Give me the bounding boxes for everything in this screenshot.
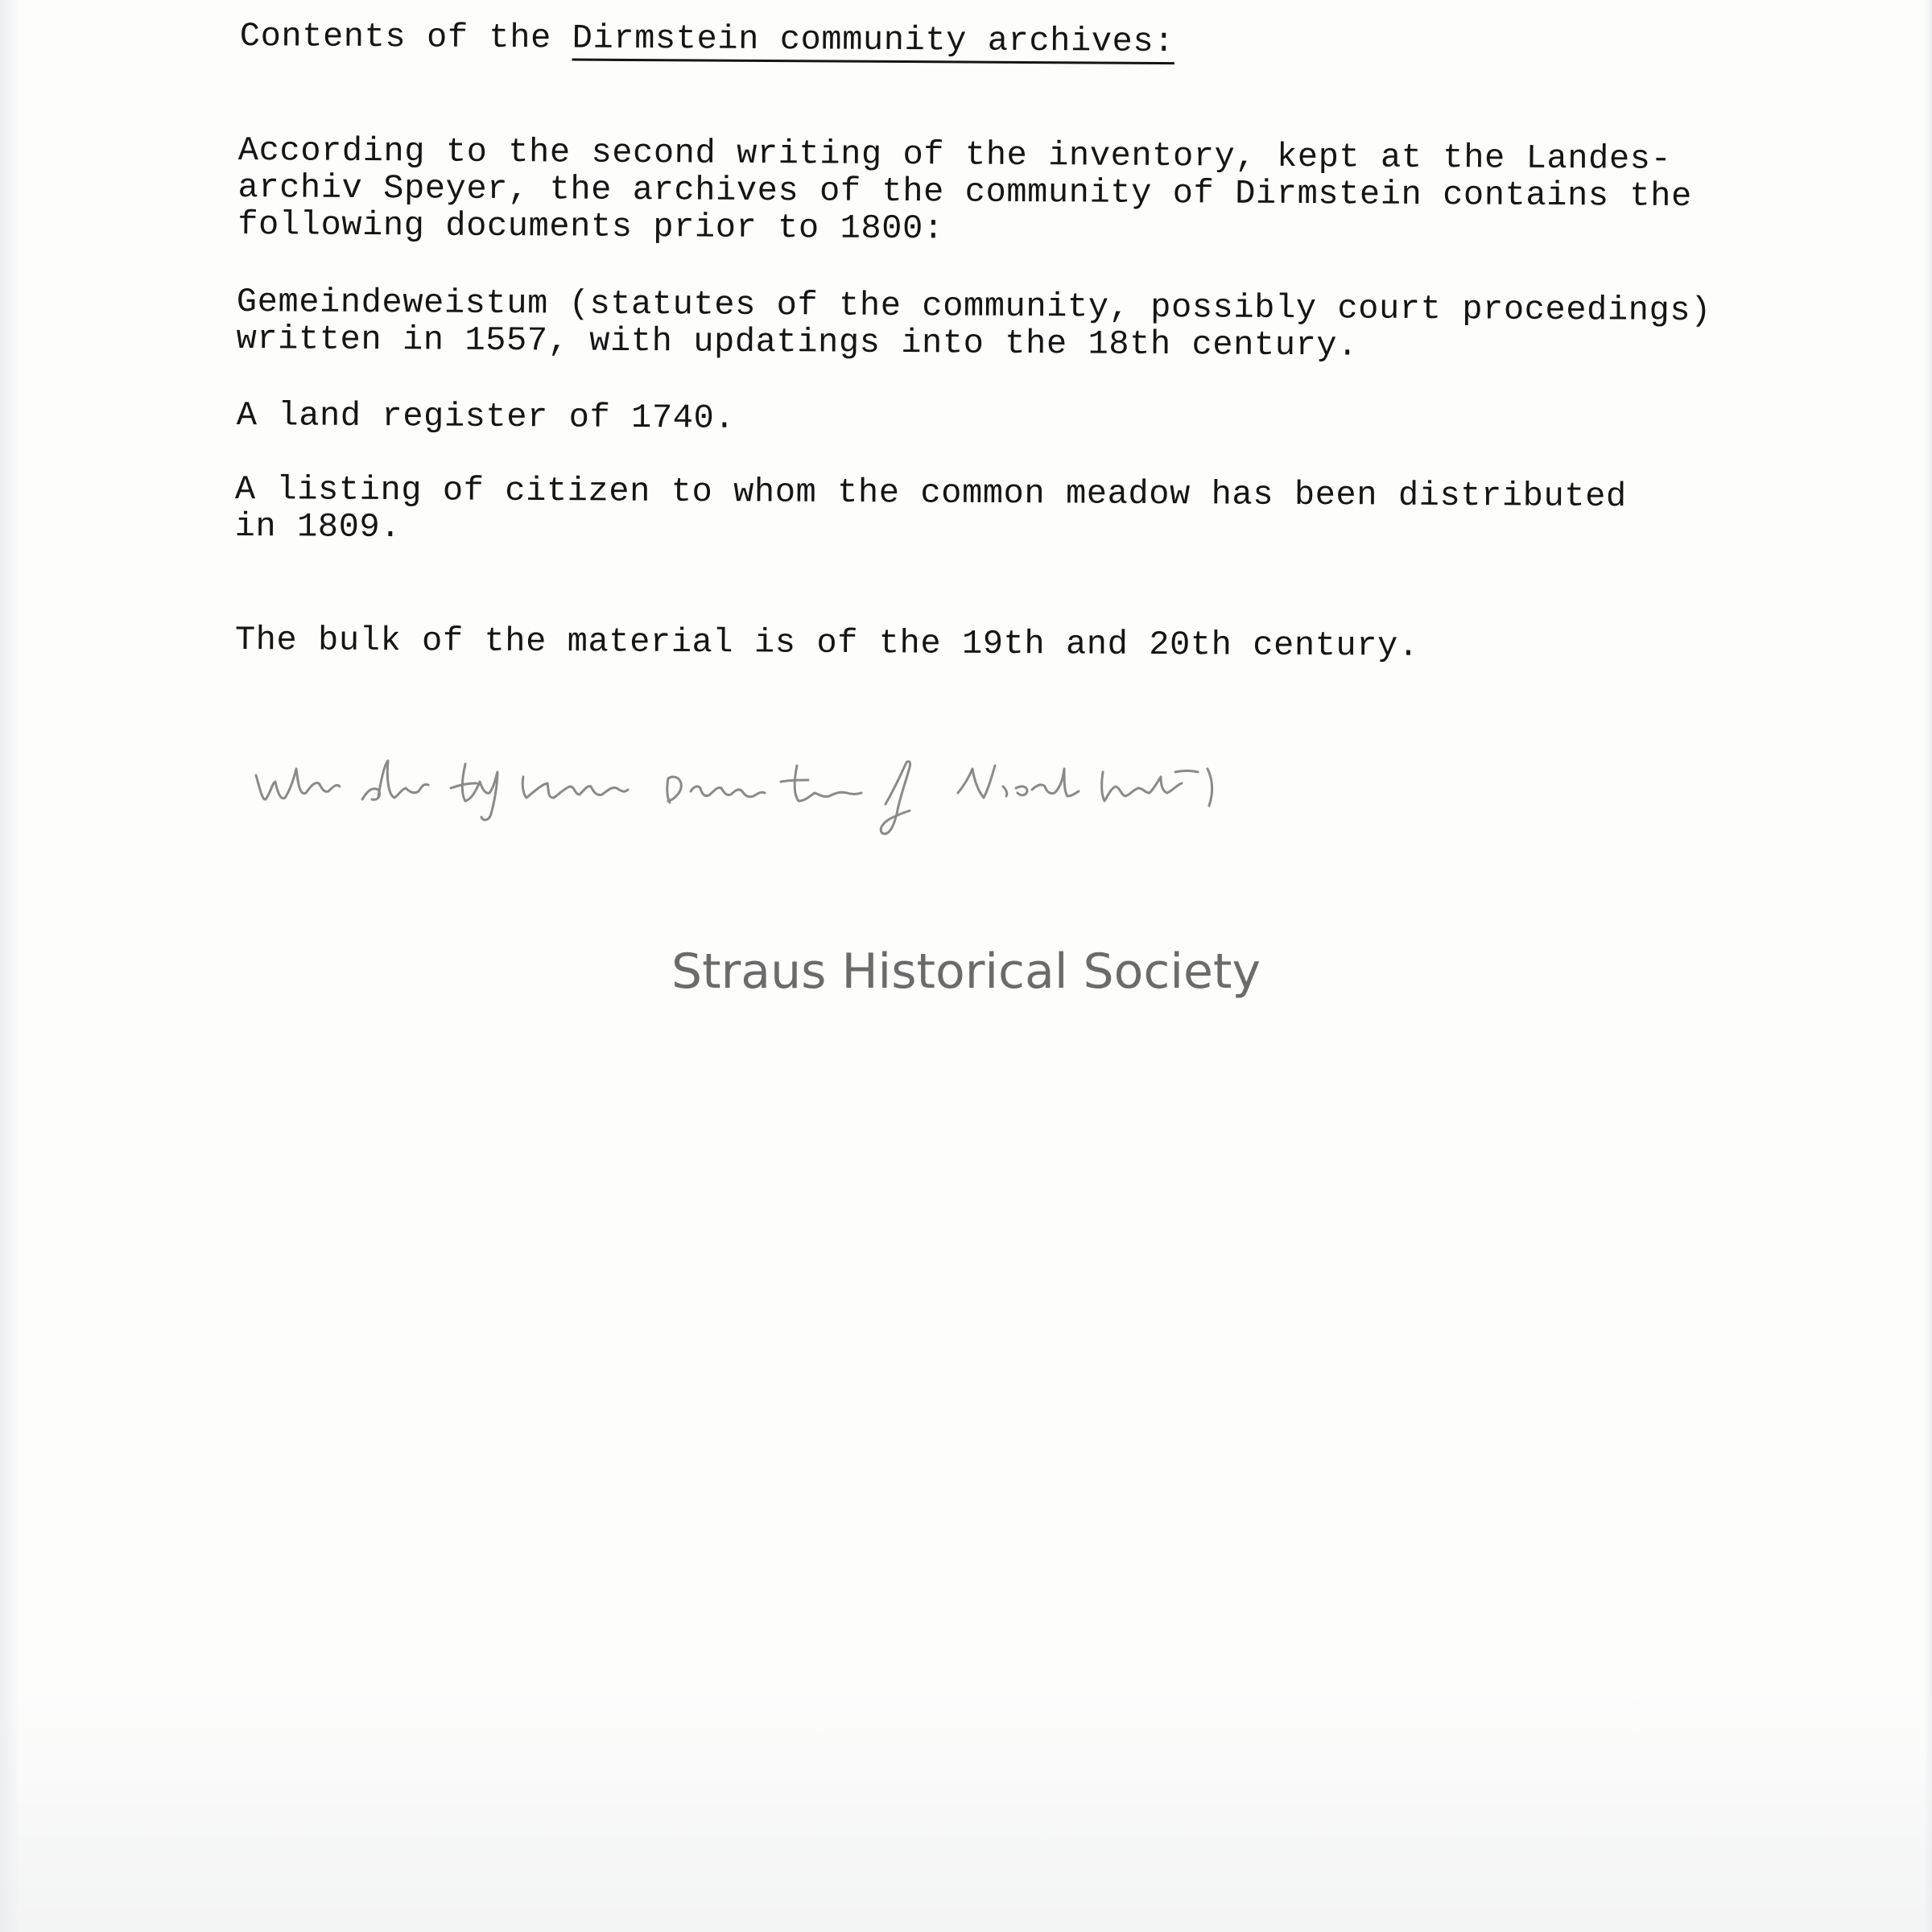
intro-line: following documents prior to 1800:	[237, 204, 944, 249]
item-line: Gemeindeweistum (statutes of the community, possibly court proceedings)	[236, 283, 1712, 331]
watermark: Straus Historical Society	[671, 943, 1261, 1000]
document-item-meadow-listing	[235, 471, 1627, 552]
item-line: written in 1557, with updatings into the 18th century.	[236, 319, 1359, 365]
item-line: A land register of 1740.	[236, 396, 736, 438]
title-prefix: Contents of the	[239, 17, 572, 58]
title-subject: Dirmstein community archives:	[572, 19, 1175, 62]
intro-line: archiv Speyer, the archives of the community of Dirmstein contains the	[237, 167, 1692, 217]
document-title	[240, 18, 1174, 60]
handwritten-note	[250, 737, 1658, 849]
document-item-gemeindeweistum	[236, 283, 1711, 366]
intro-line: According to the second writing of the inventory, kept at the Landes-	[237, 131, 1672, 179]
scan-shadow-bottom	[0, 1690, 1932, 1932]
document-item-land-register	[237, 397, 736, 437]
closing-sentence: The bulk of the material is of the 19th and 20th century.	[234, 621, 1419, 666]
intro-paragraph	[237, 132, 1692, 252]
item-line: A listing of citizen to whom the common meadow has been distributed	[234, 470, 1627, 517]
item-line: in 1809.	[234, 506, 402, 547]
